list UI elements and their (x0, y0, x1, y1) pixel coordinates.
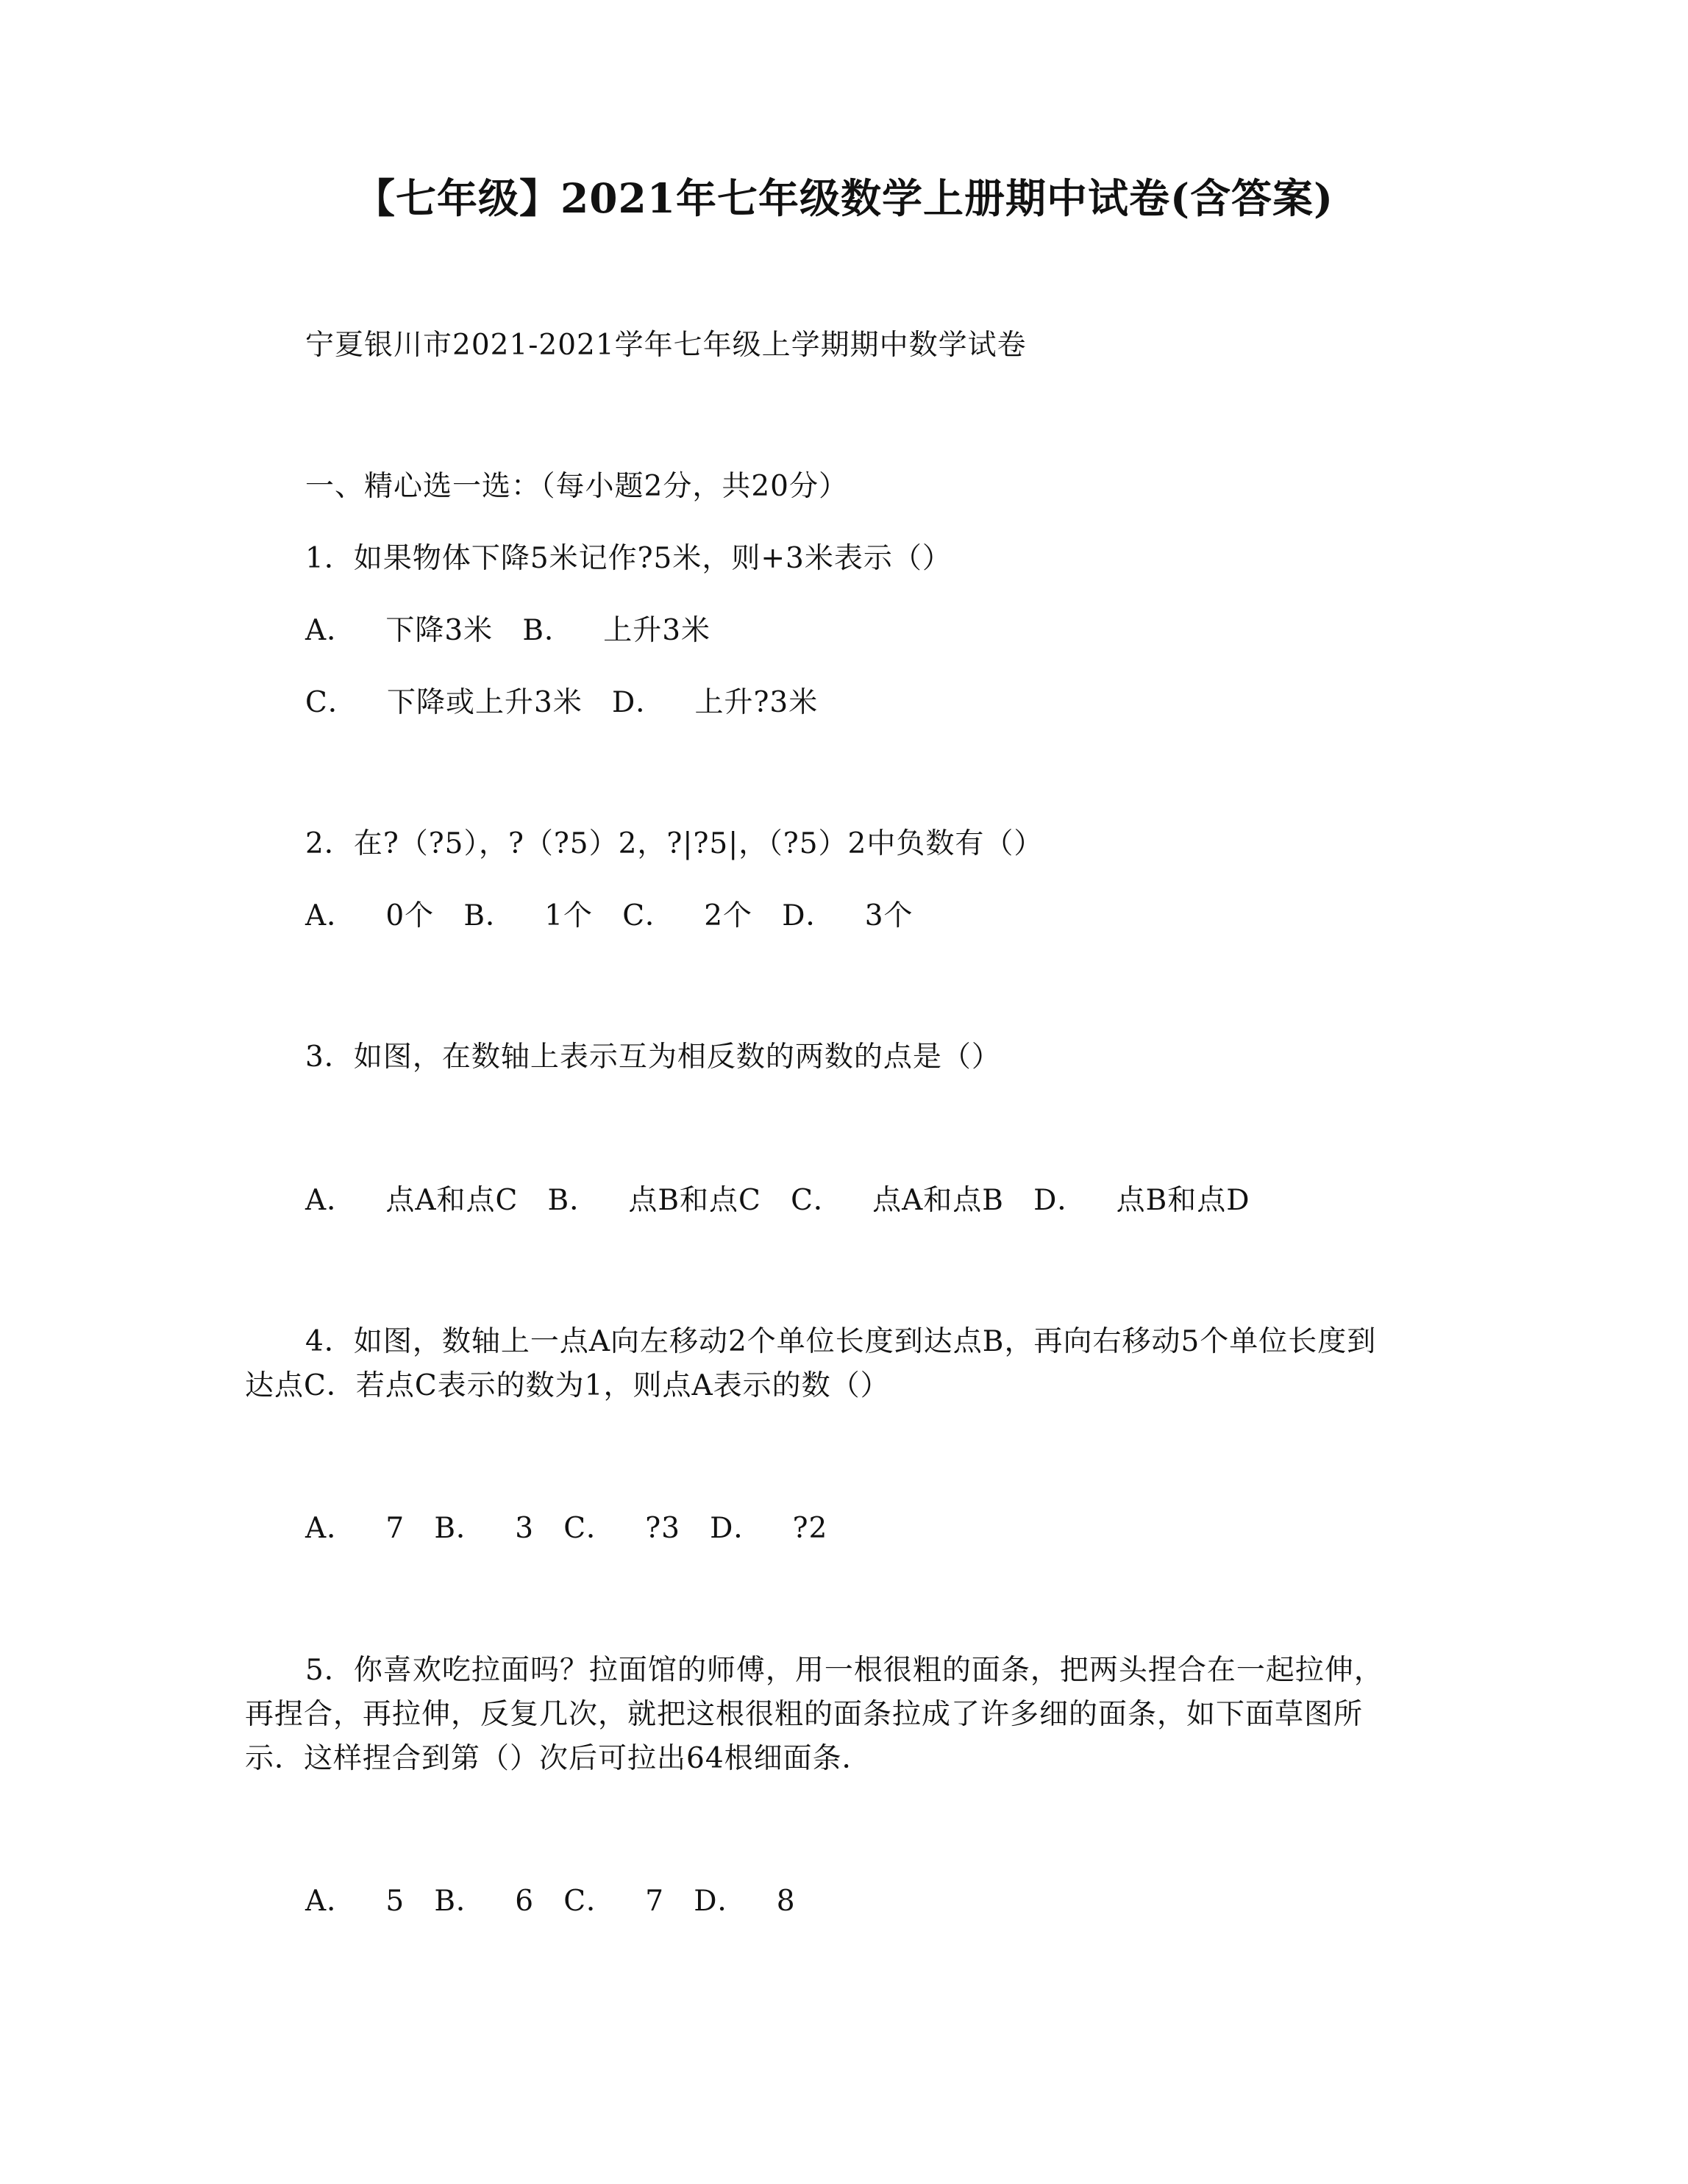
question-1-options-cd: C． 下降或上升3米 D． 上升?3米 (305, 686, 819, 719)
question-5-stem-line-1: 5．你喜欢吃拉面吗？拉面馆的师傅，用一根很粗的面条，把两头捏合在一起拉伸， (305, 1654, 1383, 1687)
question-1-options-ab: A． 下降3米 B． 上升3米 (305, 614, 711, 647)
question-5-stem-line-2: 再捏合，再拉伸，反复几次，就把这根很粗的面条拉成了许多细的面条，如下面草图所 (245, 1698, 1364, 1731)
question-5-stem-line-3: 示．这样捏合到第（）次后可拉出64根细面条． (245, 1742, 872, 1775)
section-heading: 一、精心选一选：（每小题2分，共20分） (305, 470, 848, 503)
question-4-options: A． 7 B． 3 C． ?3 D． ?2 (305, 1512, 828, 1545)
question-2-options: A． 0个 B． 1个 C． 2个 D． 3个 (305, 899, 914, 932)
question-5-options: A． 5 B． 6 C． 7 D． 8 (305, 1885, 796, 1918)
question-2-stem: 2．在?（?5），?（?5）2，?|?5|，（?5）2中负数有（） (305, 827, 1044, 860)
question-4-stem-line-2: 达点C．若点C表示的数为1，则点A表示的数（） (245, 1369, 890, 1402)
question-4-stem-line-1: 4．如图，数轴上一点A向左移动2个单位长度到达点B，再向右移动5个单位长度到 (305, 1325, 1377, 1358)
question-1-stem: 1．如果物体下降5米记作?5米，则+3米表示（） (305, 542, 952, 575)
exam-subtitle: 宁夏银川市2021-2021学年七年级上学期期中数学试卷 (305, 329, 1027, 362)
question-3-stem: 3．如图，在数轴上表示互为相反数的两数的点是（） (305, 1041, 1001, 1074)
question-3-options: A． 点A和点C B． 点B和点C C． 点A和点B D． 点B和点D (305, 1184, 1250, 1217)
document-title: 【七年级】2021年七年级数学上册期中试卷(含答案) (354, 174, 1334, 222)
